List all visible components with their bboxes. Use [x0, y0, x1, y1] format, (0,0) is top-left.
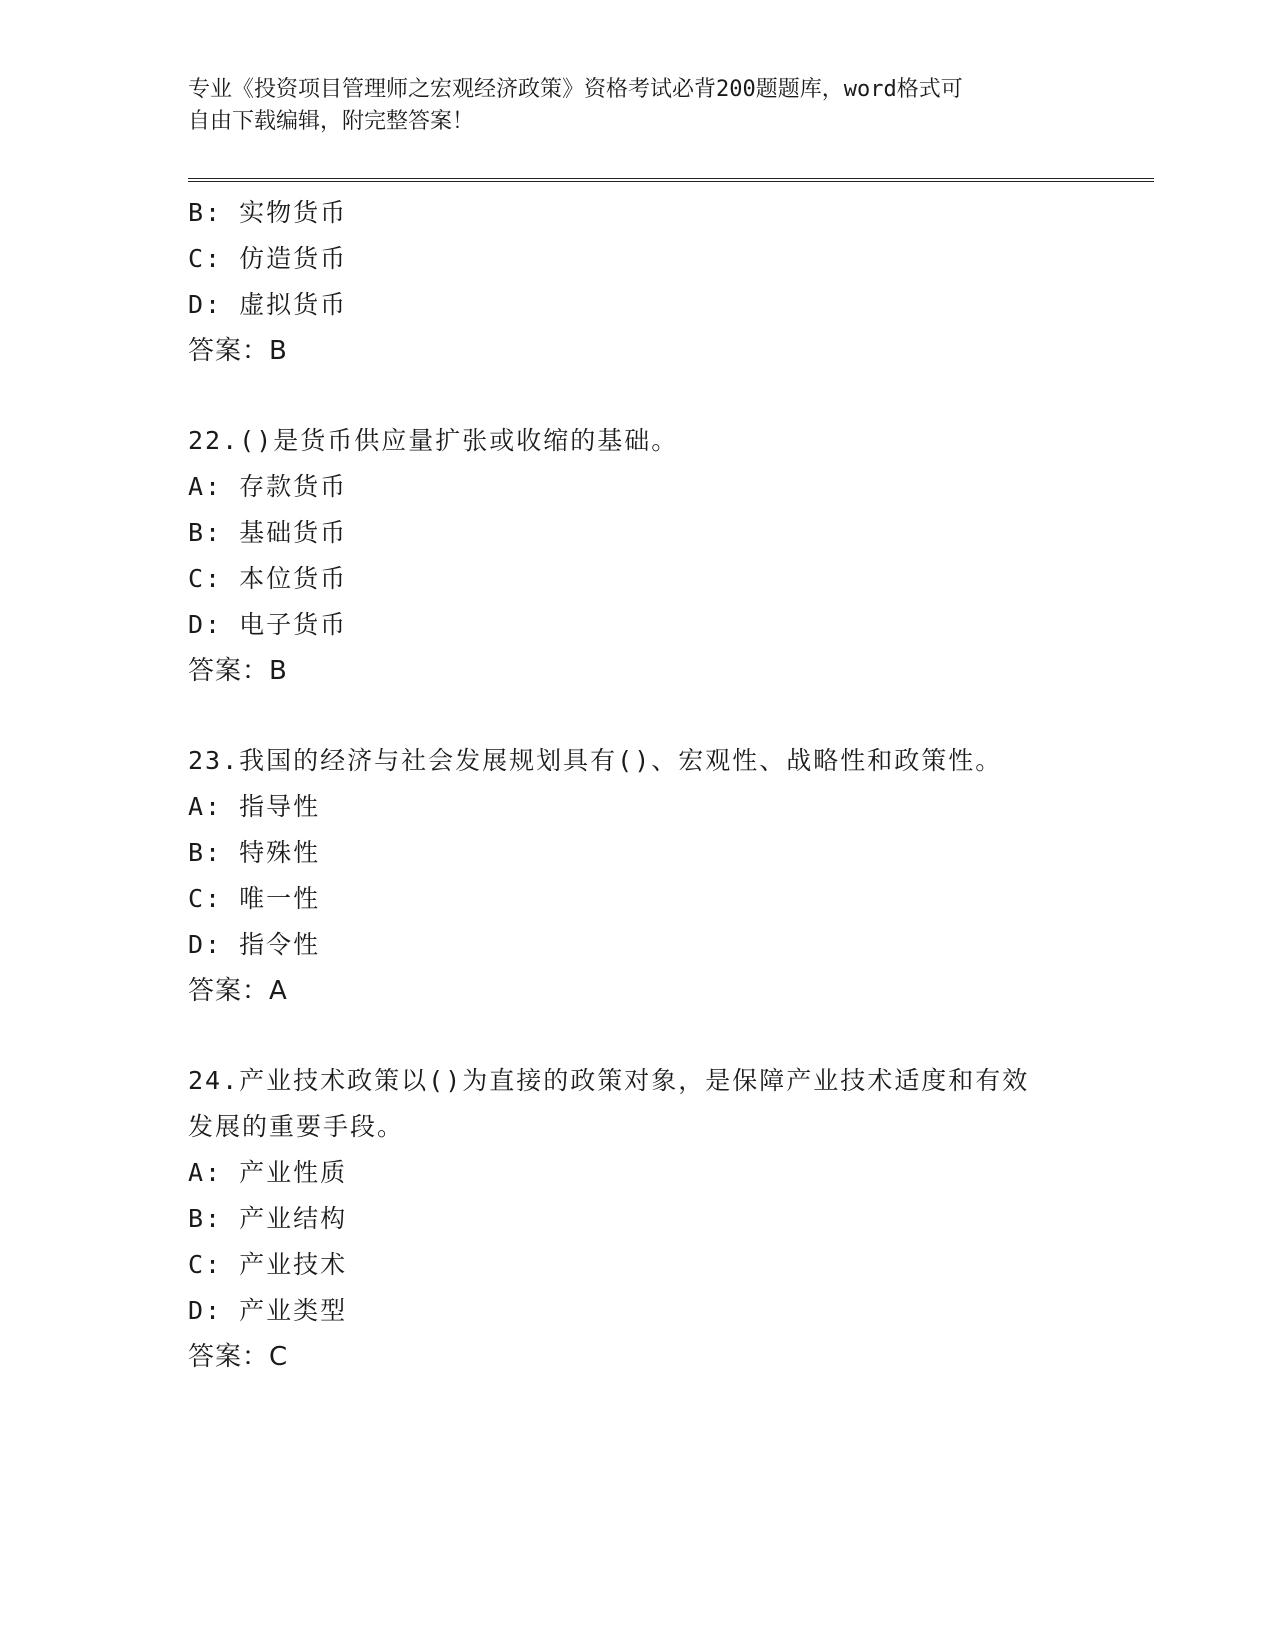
header-divider — [188, 178, 1154, 182]
option-a: A: 产业性质 — [188, 1158, 348, 1187]
option-b: B: 实物货币 — [188, 198, 348, 227]
option-b: B: 特殊性 — [188, 838, 321, 867]
answer: 答案：C — [188, 1342, 289, 1372]
header-title-line-1: 专业《投资项目管理师之宏观经济政策》资格考试必背200题题库，word格式可 — [188, 77, 963, 102]
option-c: C: 唯一性 — [188, 884, 321, 913]
option-d: D: 产业类型 — [188, 1296, 348, 1325]
option-d: D: 电子货币 — [188, 610, 348, 639]
option-b: B: 产业结构 — [188, 1204, 348, 1233]
option-d: D: 指令性 — [188, 930, 321, 959]
question-22 — [188, 418, 1088, 694]
option-c: C: 产业技术 — [188, 1250, 348, 1279]
page-header — [188, 74, 1078, 138]
question-21 — [188, 190, 1088, 374]
question-stem: 22.()是货币供应量扩张或收缩的基础。 — [188, 426, 679, 455]
question-24 — [188, 1058, 1088, 1380]
option-d: D: 虚拟货币 — [188, 290, 348, 319]
answer: 答案：A — [188, 976, 288, 1006]
option-c: C: 本位货币 — [188, 564, 348, 593]
option-a: A: 存款货币 — [188, 472, 348, 501]
question-list — [188, 190, 1088, 1380]
answer: 答案：B — [188, 336, 288, 366]
option-c: C: 仿造货币 — [188, 244, 348, 273]
answer: 答案：B — [188, 656, 288, 686]
question-23 — [188, 738, 1088, 1014]
question-stem-line-2: 发展的重要手段。 — [188, 1112, 405, 1141]
question-stem-line-1: 24.产业技术政策以()为直接的政策对象，是保障产业技术适度和有效 — [188, 1066, 1030, 1095]
option-b: B: 基础货币 — [188, 518, 348, 547]
option-a: A: 指导性 — [188, 792, 321, 821]
header-title-line-2: 自由下载编辑，附完整答案！ — [188, 109, 475, 134]
question-stem: 23.我国的经济与社会发展规划具有()、宏观性、战略性和政策性。 — [188, 746, 1003, 775]
